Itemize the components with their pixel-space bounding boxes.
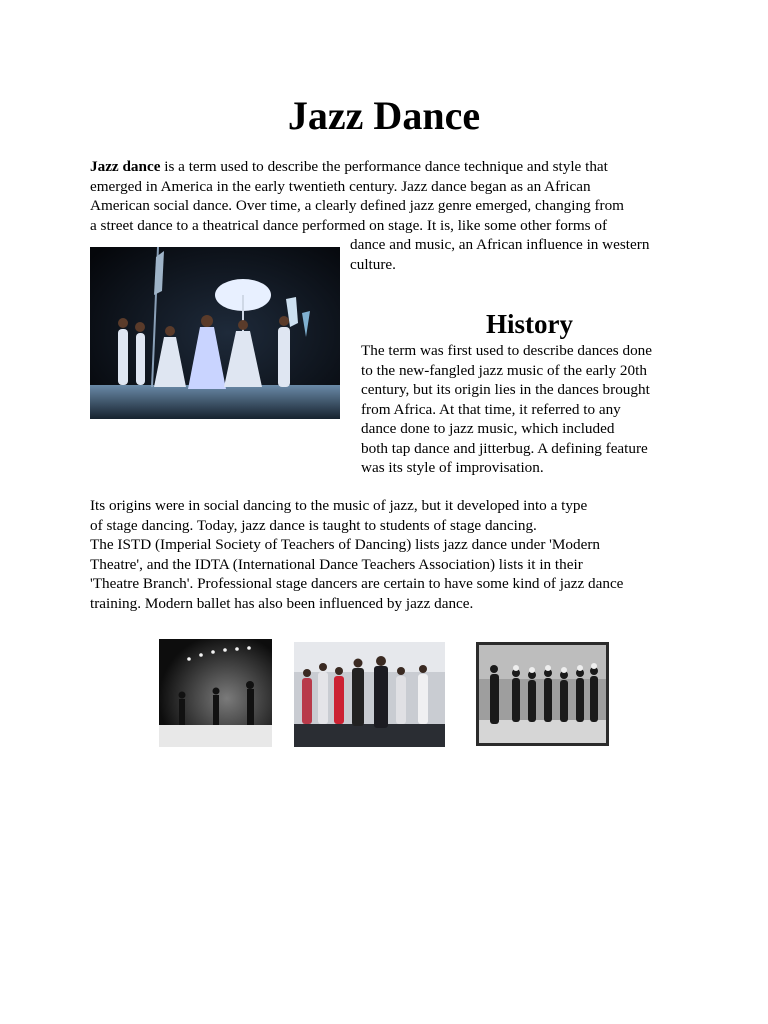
history-line: to the new-fangled jazz music of the early 20th bbox=[361, 361, 647, 379]
origins-line: Its origins were in social dancing to the music of jazz, but it developed into a type bbox=[90, 497, 588, 514]
intro-line: American social dance. Over time, a clearly defined jazz genre emerged, changing from bbox=[90, 197, 624, 214]
intro-line: culture. bbox=[350, 255, 396, 273]
history-line: century, but its origin lies in the dances brought bbox=[361, 381, 650, 398]
origins-line: The ISTD (Imperial Society of Teachers of Dancing) lists jazz dance under 'Modern bbox=[90, 536, 600, 553]
intro-line: Jazz dance is a term used to describe the performance dance technique and style that bbox=[90, 158, 608, 175]
intro-line: emerged in America in the early twentieth century. Jazz dance began as an African bbox=[90, 177, 591, 195]
history-heading: History bbox=[486, 309, 573, 339]
origins-line: of stage dancing. Today, jazz dance is taught to students of stage dancing. bbox=[90, 516, 537, 534]
intro-line: dance and music, an African influence in western bbox=[350, 236, 650, 253]
page-title: Jazz Dance bbox=[287, 93, 481, 138]
intro-paragraph bbox=[90, 157, 624, 235]
intro-line: a street dance to a theatrical dance performed on stage. It is, like some other forms of bbox=[90, 216, 608, 234]
group-dance-photo bbox=[294, 642, 445, 747]
intro-paragraph-continued bbox=[350, 235, 649, 274]
history-line: both tap dance and jitterbug. A defining feature bbox=[361, 439, 648, 457]
history-line: was its style of improvisation. bbox=[361, 459, 544, 476]
history-line: from Africa. At that time, it referred to any bbox=[361, 400, 621, 418]
stage-performance-photo bbox=[90, 247, 340, 419]
vintage-rehearsal-photo bbox=[476, 642, 609, 746]
history-line: dance done to jazz music, which included bbox=[361, 420, 615, 437]
history-paragraph bbox=[361, 341, 652, 478]
intro-lead-term: Jazz dance bbox=[90, 158, 161, 175]
origins-line: training. Modern ballet has also been influenced by jazz dance. bbox=[90, 594, 474, 612]
stage-spotlight-photo bbox=[159, 639, 272, 747]
history-line: The term was first used to describe dances done bbox=[361, 342, 652, 359]
origins-paragraph bbox=[90, 496, 623, 613]
origins-line: Theatre', and the IDTA (International Dance Teachers Association) lists it in their bbox=[90, 555, 583, 573]
origins-line: 'Theatre Branch'. Professional stage dancers are certain to have some kind of jazz dance bbox=[90, 575, 624, 592]
